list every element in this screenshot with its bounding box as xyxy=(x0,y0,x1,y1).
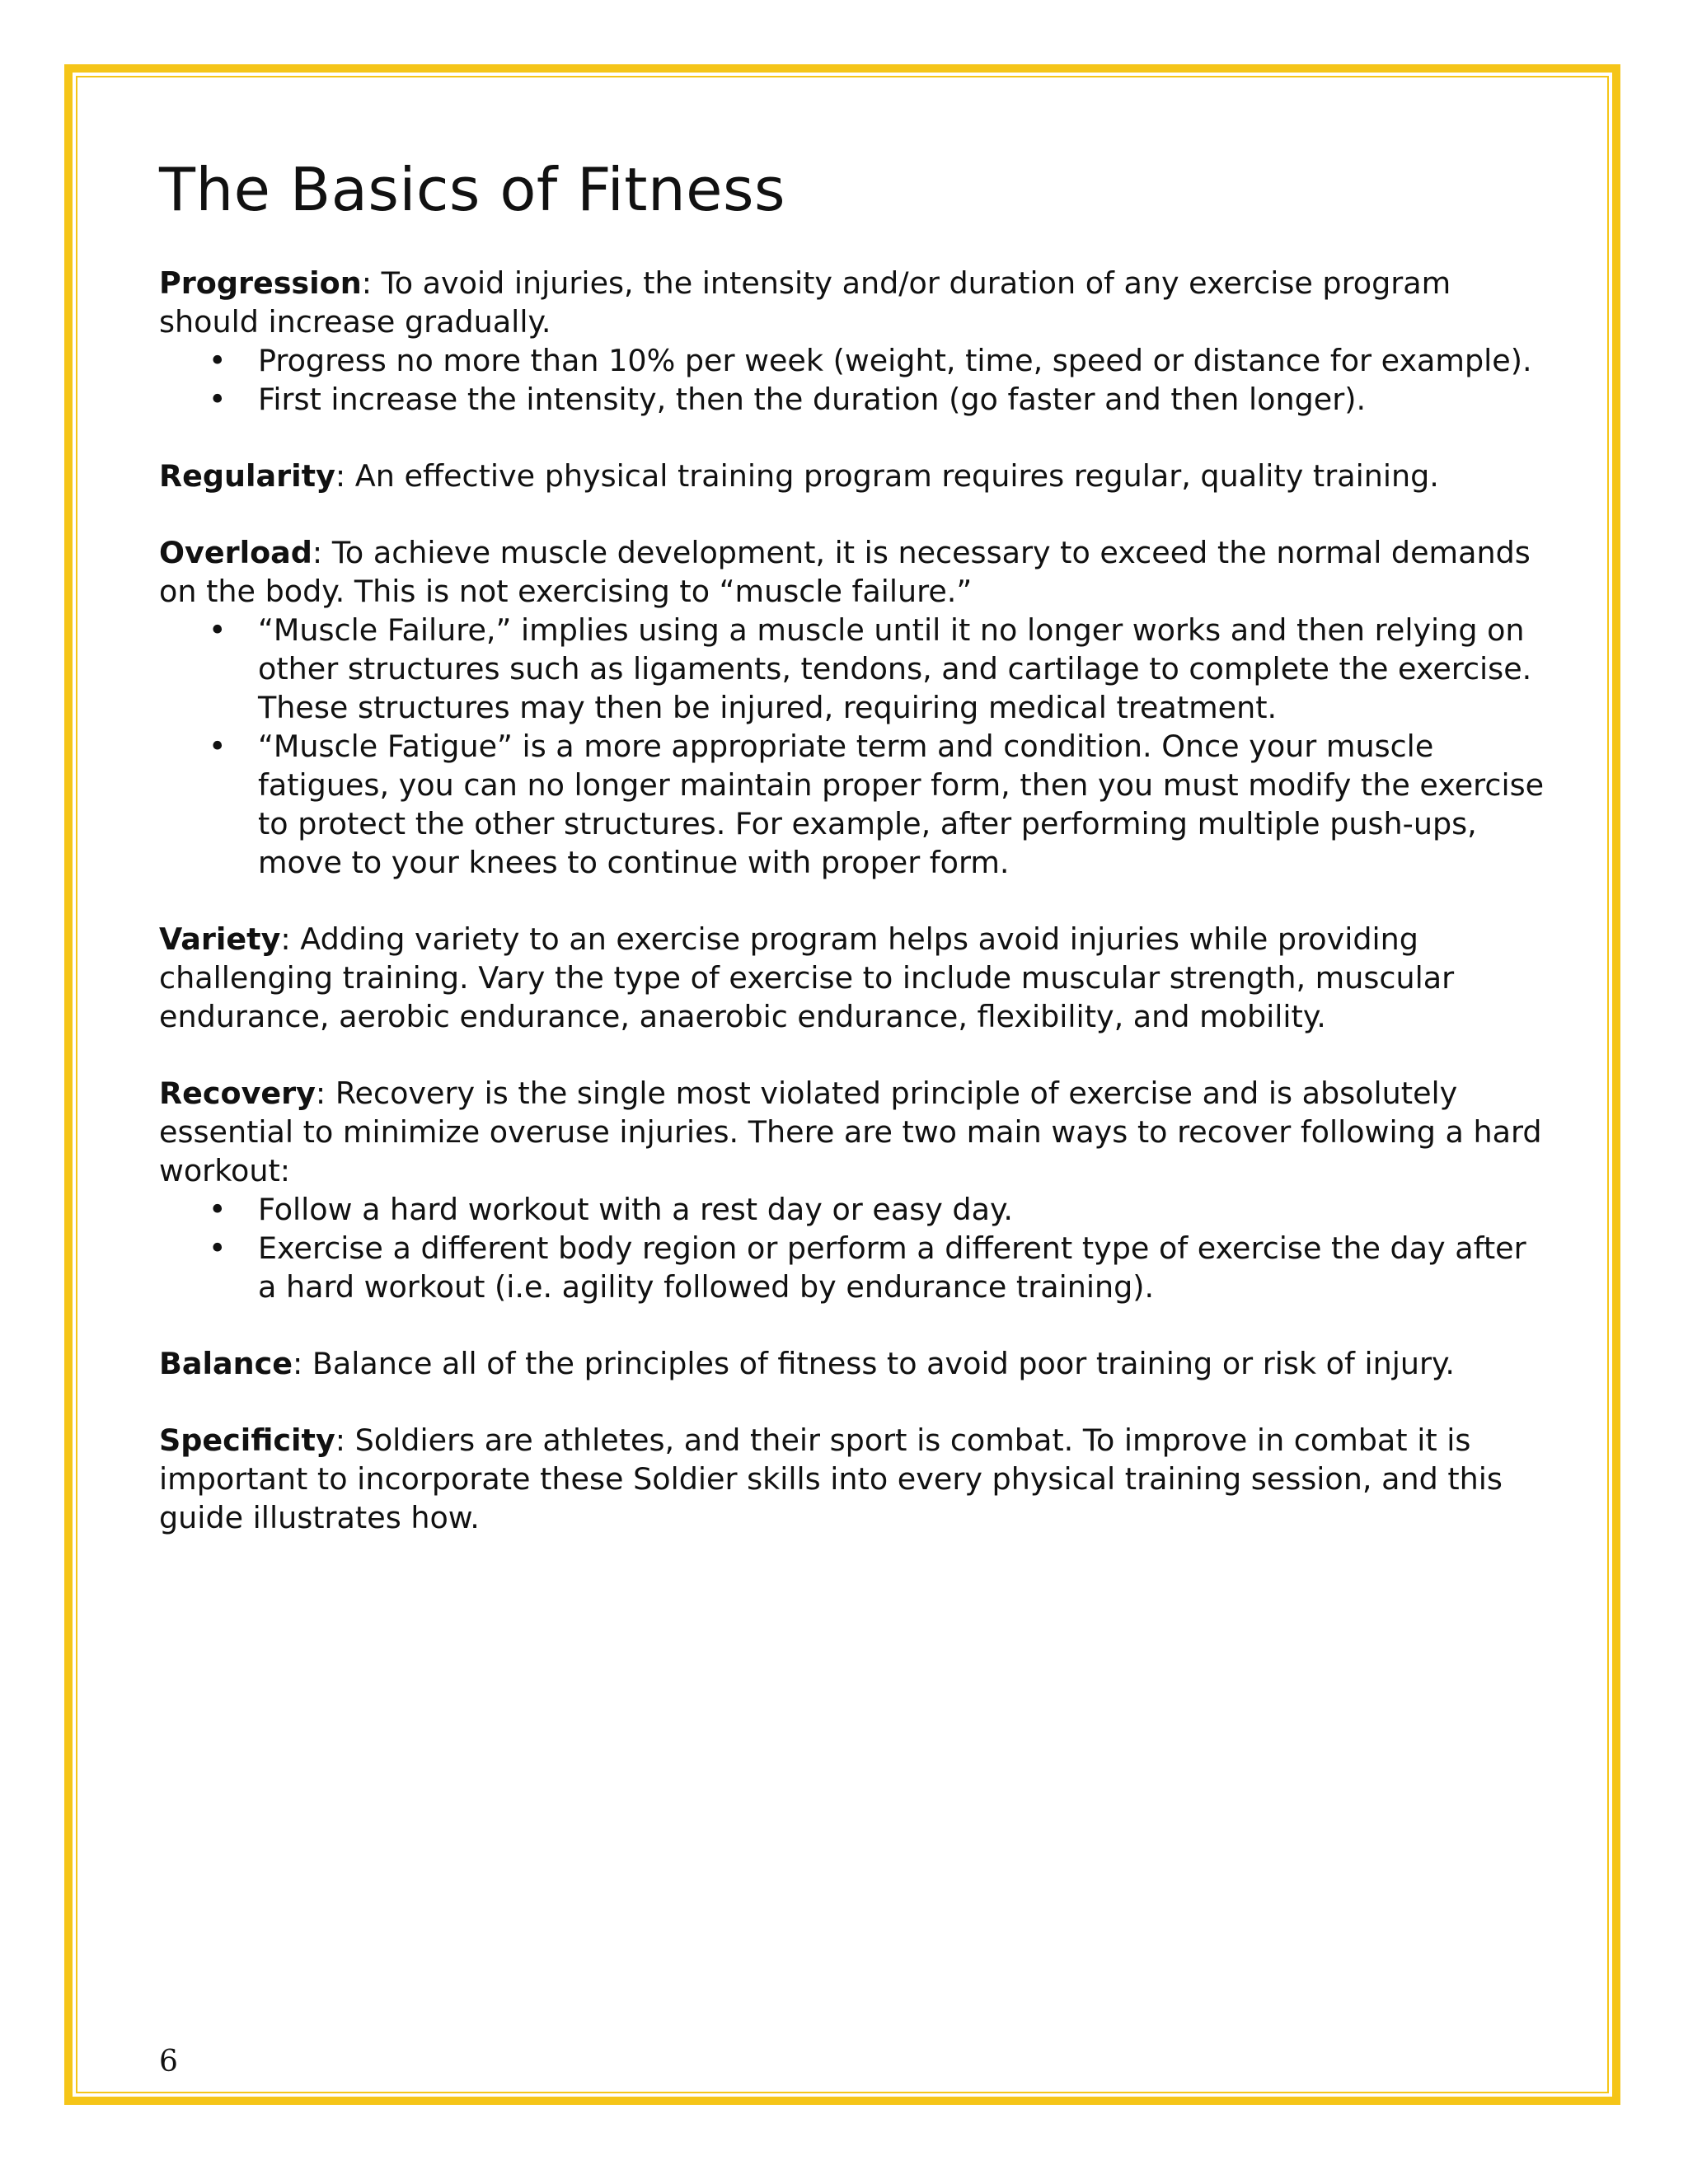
section-progression xyxy=(159,264,1552,419)
bullet-icon: • xyxy=(209,1230,227,1266)
term-recovery: Recovery xyxy=(159,1076,316,1111)
section-specificity xyxy=(159,1421,1552,1537)
list-item xyxy=(159,380,1552,419)
section-regularity xyxy=(159,457,1552,495)
section-specificity-paragraph xyxy=(159,1421,1552,1537)
section-balance xyxy=(159,1344,1552,1383)
list-item xyxy=(159,611,1552,727)
progression-bullet-list xyxy=(159,341,1552,419)
balance-text: : Balance all of the principles of fitness to avoid poor training or risk of injury. xyxy=(292,1346,1456,1381)
specificity-text: : Soldiers are athletes, and their sport is combat. To improve in combat it is important to incorporate these Soldier skills into every physical training session, and this guide illustrates how. xyxy=(159,1422,1503,1535)
bullet-icon: • xyxy=(209,612,227,648)
section-recovery xyxy=(159,1074,1552,1306)
list-item-text: Exercise a different body region or perform a different type of exercise the day after a hard workout (i.e. agility followed by endurance training). xyxy=(258,1230,1526,1305)
section-progression-paragraph xyxy=(159,264,1552,341)
overload-bullet-list xyxy=(159,611,1552,882)
regularity-text: : An effective physical training program requires regular, quality training. xyxy=(335,458,1439,494)
bullet-icon: • xyxy=(209,382,227,417)
list-item-text: Follow a hard workout with a rest day or easy day. xyxy=(258,1192,1013,1227)
term-balance: Balance xyxy=(159,1346,293,1381)
overload-text: : To achieve muscle development, it is necessary to exceed the normal demands on the body. This is not exercising to “muscle failure.” xyxy=(159,535,1531,609)
progression-text: : To avoid injuries, the intensity and/or duration of any exercise program should increase gradually. xyxy=(159,265,1451,340)
section-recovery-paragraph xyxy=(159,1074,1552,1190)
list-item-text: “Muscle Fatigue” is a more appropriate term and condition. Once your muscle fatigues, you can no longer maintain proper form, then you must modify the exercise to protect the other structures. For example, after performing multiple push-ups, move to your knees to continue with proper form. xyxy=(258,729,1545,880)
recovery-bullet-list xyxy=(159,1190,1552,1306)
section-balance-paragraph xyxy=(159,1344,1552,1383)
term-regularity: Regularity xyxy=(159,458,335,494)
bullet-icon: • xyxy=(209,1192,227,1227)
page-number: 6 xyxy=(159,2045,178,2079)
variety-text: : Adding variety to an exercise program helps avoid injuries while providing challenging training. Vary the type of exercise to include muscular strength, muscular endurance, aerobic endurance, anaerobic endurance, flexibility, and mobility. xyxy=(159,921,1455,1034)
page-title: The Basics of Fitness xyxy=(159,155,785,224)
term-specificity: Specificity xyxy=(159,1422,335,1458)
section-overload-paragraph xyxy=(159,533,1552,611)
list-item xyxy=(159,1229,1552,1306)
list-item xyxy=(159,1190,1552,1229)
list-item-text: First increase the intensity, then the duration (go faster and then longer). xyxy=(258,382,1367,417)
recovery-text: : Recovery is the single most violated principle of exercise and is absolutely essential to minimize overuse injuries. There are two main ways to recover following a hard workout: xyxy=(159,1076,1542,1188)
list-item xyxy=(159,727,1552,882)
page-content xyxy=(159,148,1552,1575)
list-item-text: Progress no more than 10% per week (weight, time, speed or distance for example). xyxy=(258,343,1532,378)
section-overload xyxy=(159,533,1552,882)
list-item xyxy=(159,341,1552,380)
bullet-icon: • xyxy=(209,729,227,764)
term-variety: Variety xyxy=(159,921,281,957)
section-regularity-paragraph xyxy=(159,457,1552,495)
list-item-text: “Muscle Failure,” implies using a muscle until it no longer works and then relying on other structures such as ligaments, tendons, and cartilage to complete the exercise. These structures may then be injured, requiring medical treatment. xyxy=(258,612,1532,725)
bullet-icon: • xyxy=(209,343,227,378)
section-variety-paragraph xyxy=(159,920,1552,1036)
term-overload: Overload xyxy=(159,535,312,570)
section-variety xyxy=(159,920,1552,1036)
term-progression: Progression xyxy=(159,265,362,301)
